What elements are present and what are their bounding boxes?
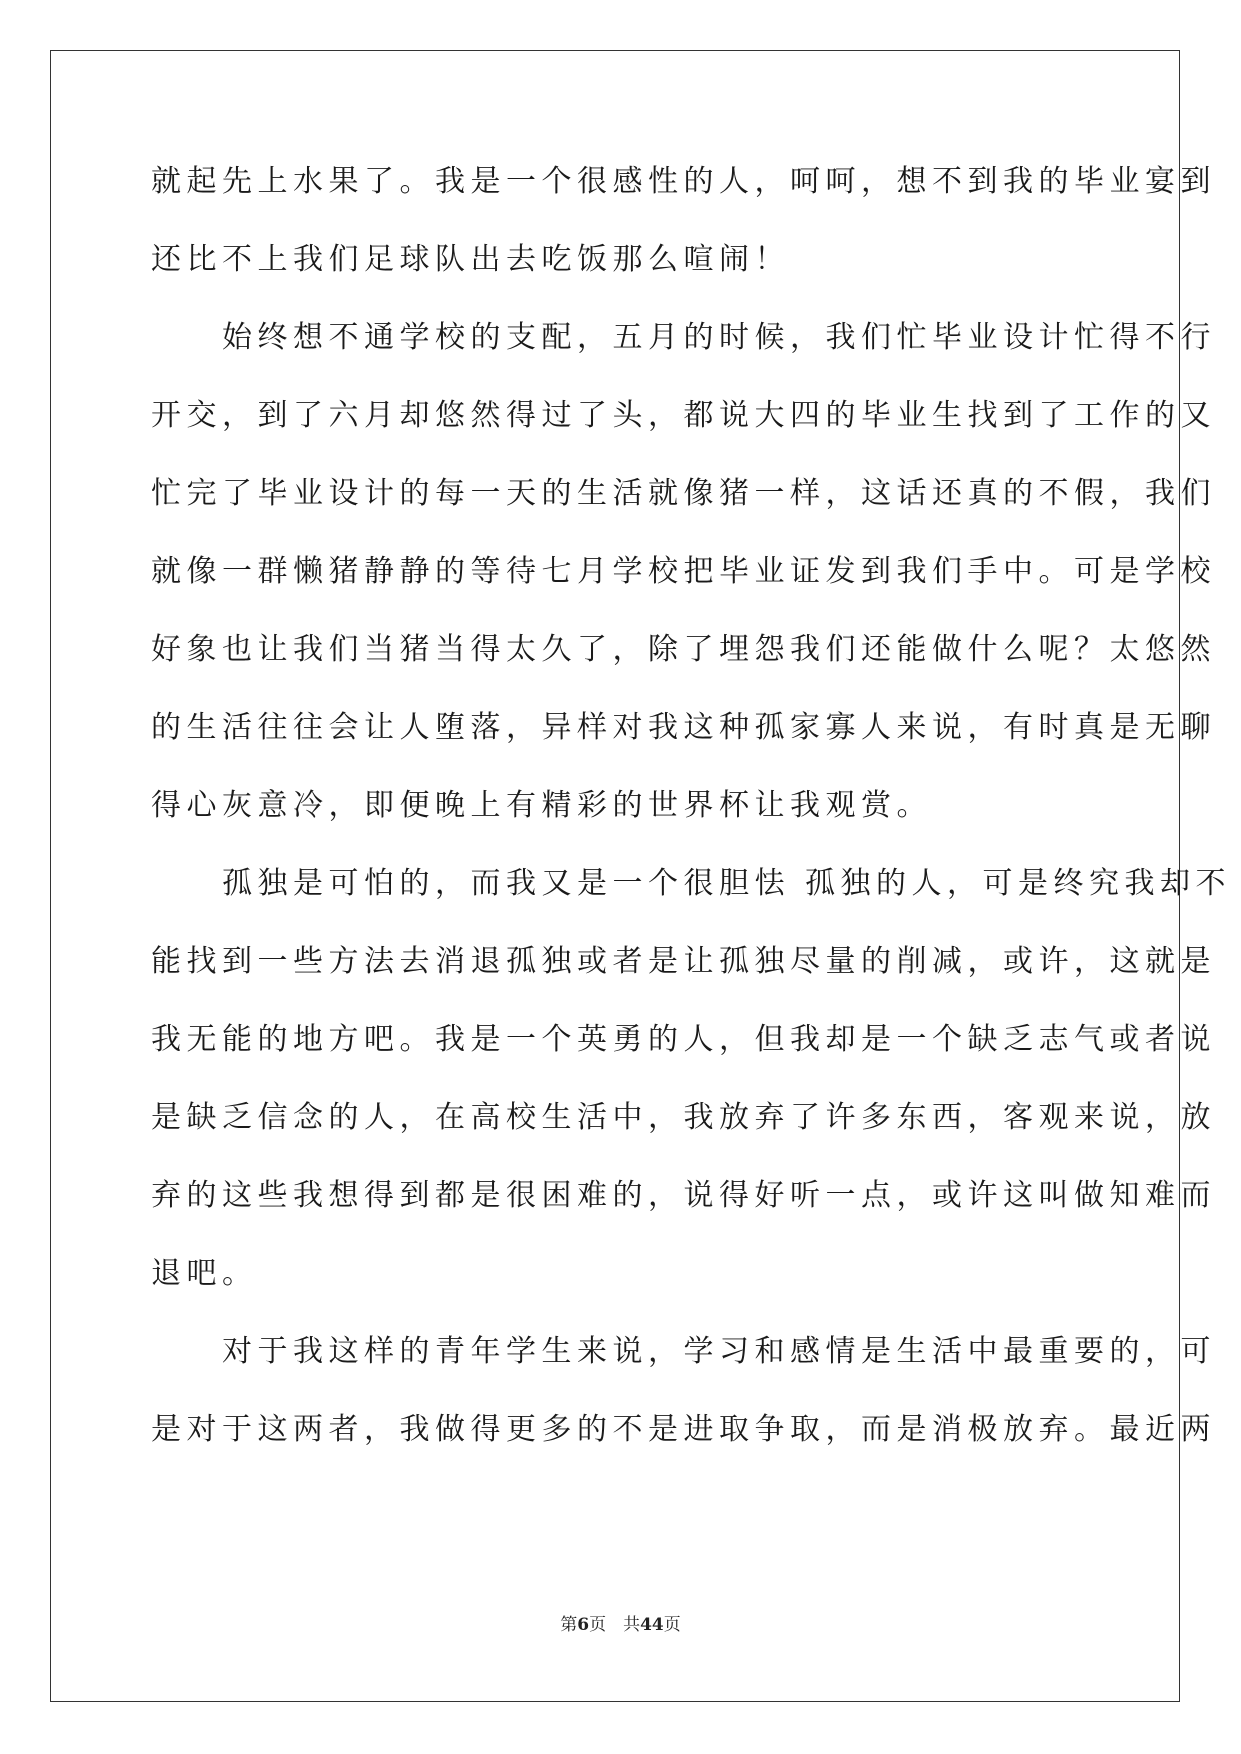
text-line: 孤独是可怕的，而我又是一个很胆怯 孤独的人，可是终究我却不: [151, 866, 1232, 901]
text-line: 是缺乏信念的人，在高校生活中，我放弃了许多东西，客观来说，放: [151, 1100, 1216, 1135]
text-line: 好象也让我们当猪当得太久了，除了埋怨我们还能做什么呢？太悠然: [151, 632, 1216, 667]
text-line: 开交，到了六月却悠然得过了头，都说大四的毕业生找到了工作的又: [151, 398, 1216, 433]
footer-middle: 页 共: [589, 1615, 641, 1635]
text-line: 对于我这样的青年学生来说，学习和感情是生活中最重要的，可: [151, 1334, 1216, 1369]
text-line: 我无能的地方吧。我是一个英勇的人，但我却是一个缺乏志气或者说: [151, 1022, 1216, 1057]
text-line: 能找到一些方法去消退孤独或者是让孤独尽量的削减，或许，这就是: [151, 944, 1216, 979]
text-line: 是对于这两者，我做得更多的不是进取争取，而是消极放弃。最近两: [151, 1412, 1216, 1447]
page-footer: [0, 1614, 1241, 1636]
text-line: 就像一群懒猪静静的等待七月学校把毕业证发到我们手中。可是学校: [151, 554, 1216, 589]
text-line: 退吧。: [151, 1256, 258, 1291]
text-line: 就起先上水果了。我是一个很感性的人，呵呵，想不到我的毕业宴到: [151, 164, 1216, 199]
footer-prefix: 第: [560, 1615, 578, 1635]
text-line: 弃的这些我想得到都是很困难的，说得好听一点，或许这叫做知难而: [151, 1178, 1216, 1213]
text-line: 得心灰意冷，即便晚上有精彩的世界杯让我观赏。: [151, 788, 932, 823]
total-page-count: 44: [640, 1615, 664, 1635]
current-page-number: 6: [577, 1615, 590, 1635]
text-line: 的生活往往会让人堕落，异样对我这种孤家寡人来说，有时真是无聊: [151, 710, 1216, 745]
text-line: 忙完了毕业设计的每一天的生活就像猪一样，这话还真的不假，我们: [151, 476, 1216, 511]
text-line: 还比不上我们足球队出去吃饭那么喧闹！: [151, 242, 790, 277]
footer-suffix: 页: [663, 1615, 681, 1635]
document-body: [151, 162, 1232, 1488]
text-line: 始终想不通学校的支配，五月的时候，我们忙毕业设计忙得不行: [151, 320, 1216, 355]
